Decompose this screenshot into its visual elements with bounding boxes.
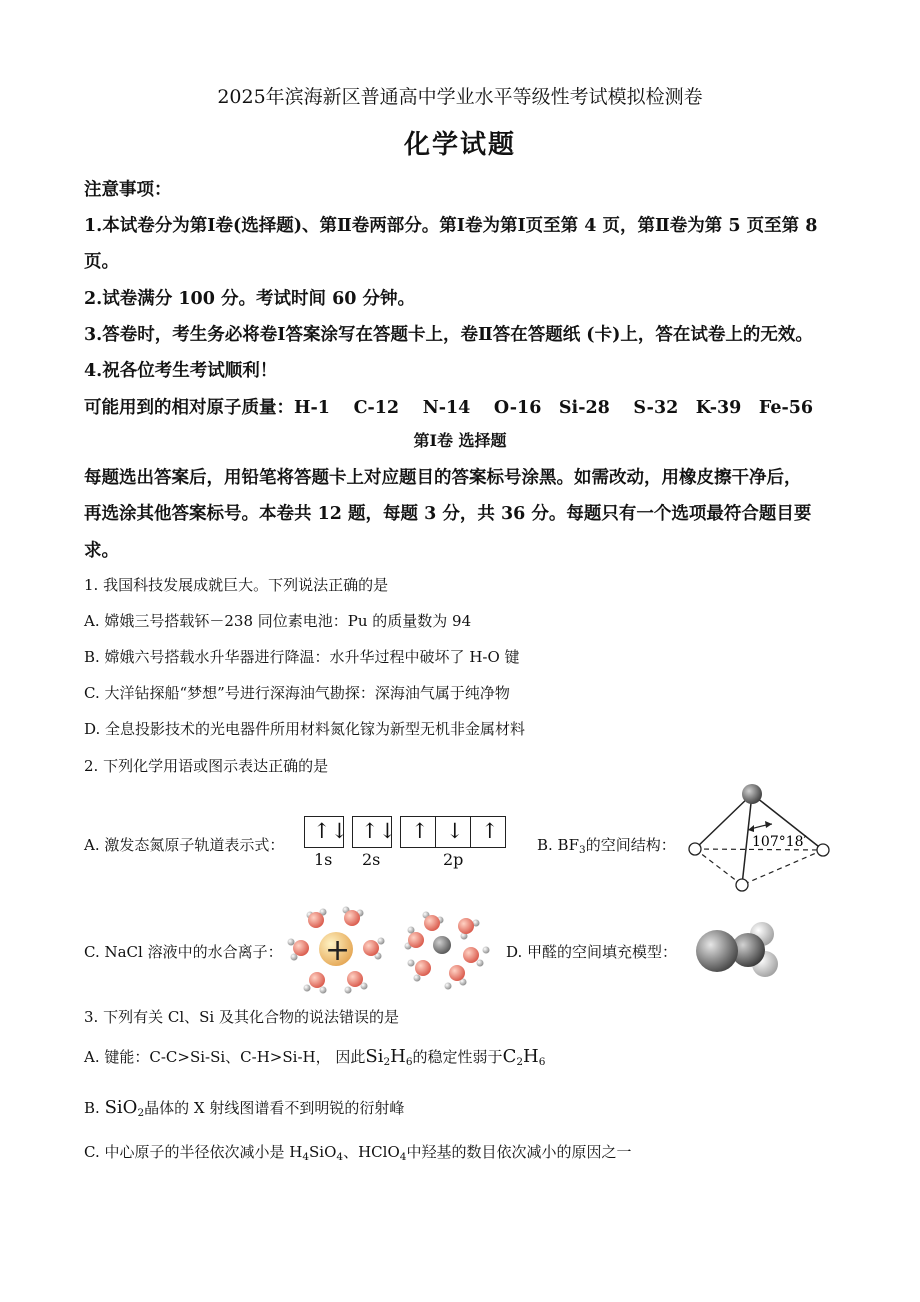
notes-item-1-cont: 页。 <box>84 252 119 272</box>
water-molecule <box>343 907 364 927</box>
orbital-arrow-up: ↑ <box>411 819 429 843</box>
base-dashed-edge <box>742 850 823 885</box>
q3-option-a-text: A. 键能：C-C>Si-Si、C-H>Si-H， 因此 <box>84 1048 366 1066</box>
formula-sub: 6 <box>405 1056 413 1068</box>
orbital-electrons-1s: ↑↓ <box>313 819 349 843</box>
formula-sio: SiO <box>309 1143 337 1161</box>
water-molecule <box>345 971 368 994</box>
bond-line <box>742 794 752 885</box>
q3-option-a-mid: 的稳定性弱于 <box>412 1048 503 1066</box>
section-instructions-3: 求。 <box>84 541 119 561</box>
water-molecule <box>408 960 432 982</box>
q1-option-d: D. 全息投影技术的光电器件所用材料氮化镓为新型无机非金属材料 <box>84 720 526 738</box>
bond-line <box>695 794 752 849</box>
q1-stem: 1. 我国科技发展成就巨大。下列说法正确的是 <box>84 576 389 594</box>
exam-title: 2025年滨海新区普通高中学业水平等级性考试模拟检测卷 <box>217 86 703 108</box>
section-instructions-1: 每题选出答案后，用铅笔将答题卡上对应题目的答案标号涂黑。如需改动，用橡皮擦干净后， <box>84 468 802 488</box>
q3-option-c <box>84 1141 631 1162</box>
orbital-electrons-2s: ↑↓ <box>361 819 397 843</box>
pyramid-structure-diagram <box>680 776 840 901</box>
formula-sub: 2 <box>383 1056 391 1068</box>
angle-arrowhead <box>765 821 772 828</box>
orbital-label-2s: 2s <box>362 850 381 869</box>
orbital-box-2s <box>352 816 397 848</box>
terminal-atom <box>736 879 748 891</box>
q2-option-b-text <box>537 834 676 855</box>
q2-stem: 2. 下列化学用语或图示表达正确的是 <box>84 757 329 775</box>
notes-item-2: 2.试卷满分 100 分。考试时间 60 分钟。 <box>84 289 416 309</box>
q2-option-b-sub: 3 <box>579 844 586 856</box>
atomic-mass-line: 可能用到的相对原子质量：H-1 C-12 N-14 O-16 Si-28 S-32 K-39 Fe-56 <box>84 398 814 418</box>
q2-option-d-text: D. 甲醛的空间填充模型： <box>506 943 678 961</box>
formula-sub: 6 <box>538 1056 546 1068</box>
formula-sub: 4 <box>336 1151 344 1163</box>
water-molecule <box>363 938 385 960</box>
water-molecule <box>405 927 425 950</box>
orbital-box-2p <box>400 816 506 848</box>
orbital-box-1s <box>304 816 349 848</box>
section-instructions-2: 再选涂其他答案标号。本卷共 12 题，每题 3 分，共 36 分。每题只有一个选项最符合题目要 <box>84 504 812 524</box>
q1-option-b: B. 嫦娥六号搭载水升华器进行降温：水升华过程中破坏了 H-O 键 <box>84 648 520 666</box>
orbital-label-1s: 1s <box>314 850 333 869</box>
subject-title: 化学试题 <box>403 130 516 160</box>
orbital-arrow-down: ↓ <box>446 819 464 843</box>
formula-h: H <box>523 1046 539 1067</box>
terminal-atom <box>817 844 829 856</box>
formula-sub: 4 <box>302 1151 310 1163</box>
formaldehyde-space-filling-model <box>690 918 790 984</box>
oxygen-atom <box>696 930 738 972</box>
orbital-arrow-up: ↑ <box>481 819 499 843</box>
formula-h: H <box>390 1046 406 1067</box>
water-molecule <box>307 909 327 929</box>
water-molecule <box>458 918 480 940</box>
formula-hclo: 、HClO <box>343 1143 400 1161</box>
formula-sub: 4 <box>399 1151 407 1163</box>
formula-sub: 2 <box>137 1107 145 1119</box>
anion-sphere <box>433 936 451 954</box>
bond-angle-label: 107°18′ <box>752 834 807 850</box>
q3-option-b-text: 晶体的 X 射线图谱看不到明锐的衍射峰 <box>144 1099 405 1117</box>
plus-sign: + <box>325 933 351 968</box>
terminal-atom <box>689 843 701 855</box>
section-title: 第Ⅰ卷 选择题 <box>413 431 507 450</box>
notes-item-4: 4.祝各位考生考试顺利！ <box>84 361 278 381</box>
water-molecule <box>288 939 310 961</box>
q2-option-c-text: C. NaCl 溶液中的水合离子： <box>84 943 283 961</box>
formula-si: Si <box>365 1046 384 1067</box>
orbital-label-2p: 2p <box>443 850 464 869</box>
orbital-cell-2p-3 <box>471 817 505 847</box>
q3-stem: 3. 下列有关 Cl、Si 及其化合物的说法错误的是 <box>84 1008 399 1026</box>
q3-option-c-suffix: 中羟基的数目依次减小的原因之一 <box>406 1143 632 1161</box>
formula-c: C <box>502 1046 517 1067</box>
water-molecule <box>445 965 467 990</box>
q3-option-b <box>84 1097 404 1118</box>
central-atom <box>742 784 762 804</box>
q2-option-a-text: A. 激发态氮原子轨道表示式： <box>84 836 285 854</box>
water-molecule <box>423 912 444 932</box>
notes-item-1: 1.本试卷分为第Ⅰ卷(选择题)、第Ⅱ卷两部分。第Ⅰ卷为第Ⅰ页至第 4 页，第Ⅱ卷为第 5 页至第 8 <box>84 216 818 236</box>
q2-option-b-suffix: 的空间结构： <box>585 836 676 854</box>
orbital-cell-2p-1 <box>401 817 436 847</box>
water-molecule <box>463 947 490 967</box>
formula-sub: 2 <box>516 1056 524 1068</box>
notes-heading: 注意事项： <box>84 180 172 200</box>
notes-item-3: 3.答卷时，考生务必将卷Ⅰ答案涂写在答题卡上，卷Ⅱ答在答题纸 (卡)上，答在试卷上的无效。 <box>84 325 813 345</box>
q1-option-c: C. 大洋钻探船“梦想”号进行深海油气勘探：深海油气属于纯净物 <box>84 684 510 702</box>
q3-option-c-text: C. 中心原子的半径依次减小是 H <box>84 1143 303 1161</box>
formula-sio: SiO <box>104 1097 138 1118</box>
water-molecule <box>304 972 327 994</box>
q2-option-b-prefix: B. BF <box>537 836 579 854</box>
hydrated-ions-diagram <box>280 898 500 998</box>
base-dashed-edge <box>695 849 742 885</box>
q3-option-a <box>84 1046 545 1067</box>
orbital-cell-2p-2 <box>436 817 471 847</box>
q1-option-a: A. 嫦娥三号搭载钚－238 同位素电池：Pu 的质量数为 94 <box>84 612 472 630</box>
q3-option-b-label: B. <box>84 1099 100 1117</box>
